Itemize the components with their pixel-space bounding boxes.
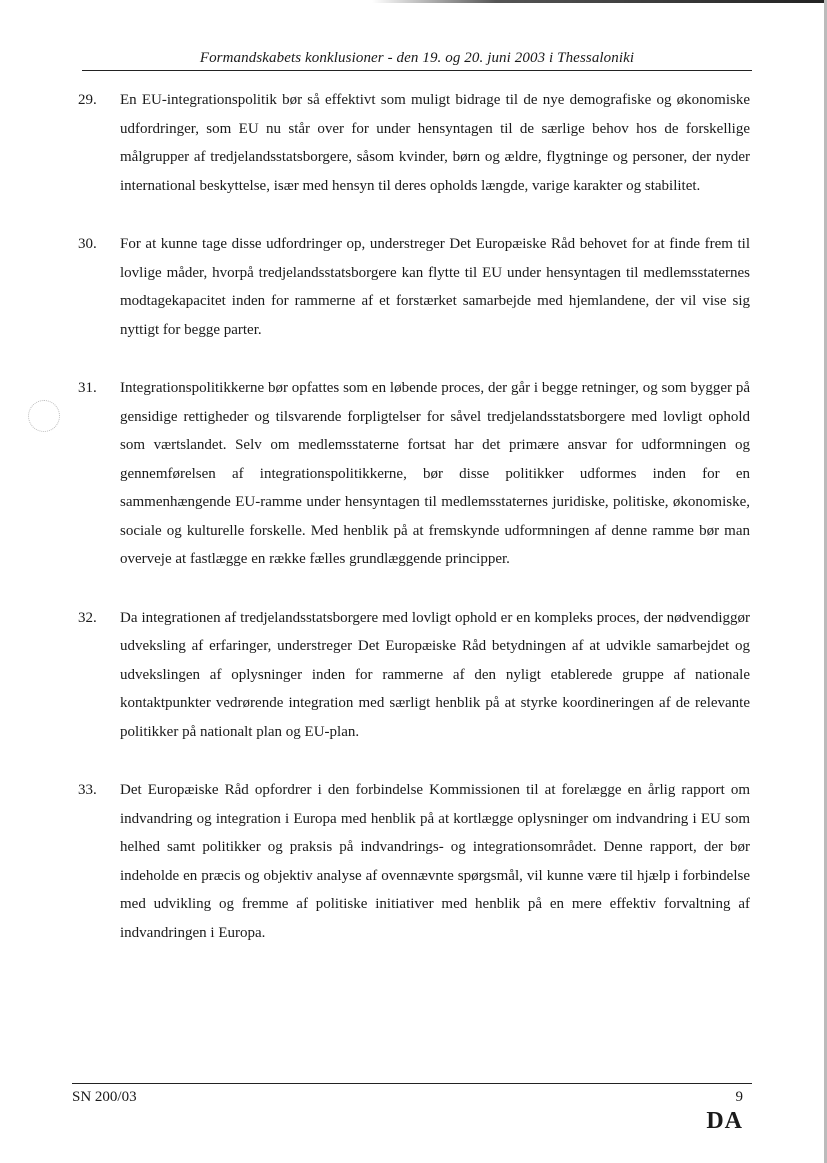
header-rule [82, 70, 752, 71]
page-number: 9 [735, 1089, 743, 1105]
paragraph-text: For at kunne tage disse udfordringer op, understreger Det Europæiske Råd behovet for at finde frem til lovlige måder, hvorpå tredjelandsstatsborgere kan flytte til EU under hensyntagen til medlemsstaternes modtagekapacitet inden for rammerne af et forstærket samarbejde med hjemlandene, der vil vise sig nyttigt for begge parter. [120, 236, 750, 338]
footer-rule [72, 1083, 752, 1084]
paragraph-number: 31. [78, 380, 97, 396]
document-body [78, 86, 750, 977]
paragraph-number: 29. [78, 92, 97, 108]
paragraph-number: 33. [78, 782, 97, 798]
running-header: Formandskabets konklusioner - den 19. og 20. juni 2003 i Thessaloniki [199, 50, 635, 66]
punch-hole-mark [28, 400, 60, 432]
document-reference: SN 200/03 [72, 1089, 137, 1105]
paragraph-29 [78, 86, 750, 200]
paragraph-text: Integrationspolitikkerne bør opfattes som en løbende proces, der går i begge retninger, og som bygger på gensidige rettigheder og tilsvarende forpligtelser for såvel tredjelandsstatsborgere med lovligt ophold som værtslandet. Selv om medlemsstaterne fortsat har det primære ansvar for udformningen og gennemførelsen af integrationspolitikkerne, bør disse politikker udformes inden for en sammenhængende EU-ramme under hensyntagen til medlemsstaternes juridiske, politiske, økonomiske, sociale og kulturelle forskelle. Med henblik på at fremskynde udformningen af denne ramme bør man overveje at fastlægge en række fælles grundlæggende principper. [120, 380, 750, 567]
language-code: DA [706, 1108, 743, 1134]
paragraph-number: 32. [78, 609, 97, 626]
paragraph-32 [78, 604, 750, 747]
paragraph-33 [78, 776, 750, 947]
paragraph-text: Det Europæiske Råd opfordrer i den forbindelse Kommissionen til at forelægge en årlig rapport om indvandring og integration i Europa med henblik på at kortlægge oplysninger om indvandring i EU som helhed samt politikker og praksis på indvandrings- og integrationsområdet. Denne rapport, der bør indeholde en præcis og objektiv analyse af ovennævnte spørgsmål, vil kunne være til hjælp i forbindelse med udvikling og fremme af politiske initiativer med henblik på en mere effektiv forvaltning af indvandringen i Europa. [120, 782, 750, 941]
paragraph-31 [78, 374, 750, 574]
scan-edge-top [0, 0, 827, 3]
paragraph-30 [78, 230, 750, 344]
paragraph-text: En EU-integrationspolitik bør så effektivt som muligt bidrage til de nye demografiske og økonomiske udfordringer, som EU nu står over for under hensyntagen til de særlige behov hos de forskellige målgrupper af tredjelandsstatsborgere, såsom kvinder, børn og ældre, flygtninge og personer, der nyder international beskyttelse, især med hensyn til deres opholds længde, varige karakter og stabilitet. [120, 92, 750, 194]
paragraph-text: Da integrationen af tredjelandsstatsborgere med lovligt ophold er en kompleks proces, der nødvendiggør udveksling af erfaringer, understreger Det Europæiske Råd betydningen af at udvikle samarbejdet og udvekslingen af oplysninger inden for rammerne af den nyligt etablerede gruppe af nationale kontaktpunkter vedrørende integration med særligt henblik på at styrke koordineringen af de relevante politikker på nationalt plan og EU-plan. [120, 609, 750, 740]
paragraph-number: 30. [78, 236, 97, 252]
